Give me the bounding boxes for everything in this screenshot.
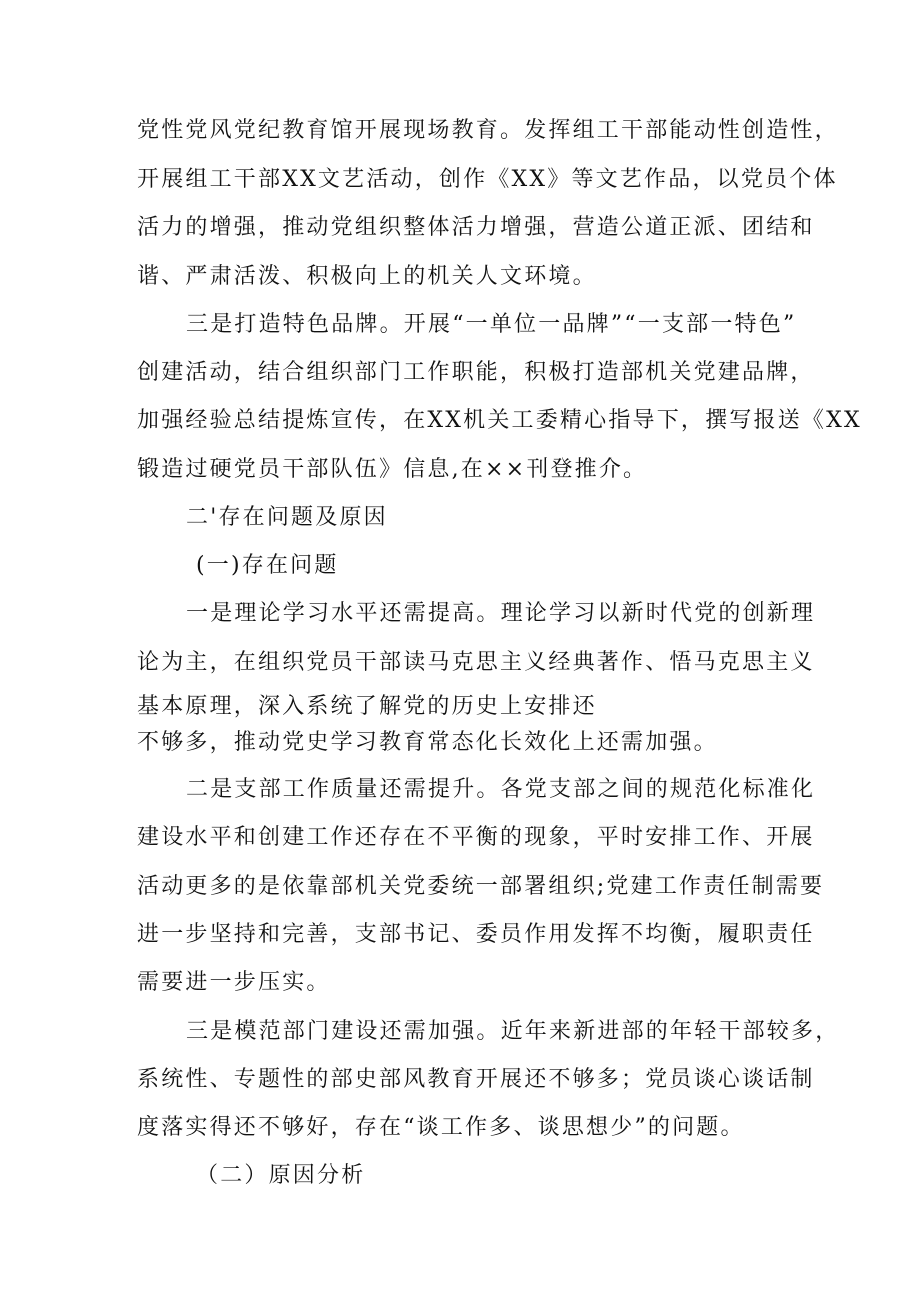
- text-line-18: 进一步坚持和完善，支部书记、委员作用发挥不均衡，履职责任: [137, 922, 815, 947]
- text-line-8: 锻造过硬党员干部队伍》信息,在××刊登推介。: [137, 457, 648, 482]
- text-line-20: 三是模范部门建设还需加强。近年来新进部的年轻干部较多，: [186, 1019, 840, 1044]
- text-line-3: 活力的增强，推动党组织整体活力增强，营造公道正派、团结和: [137, 215, 815, 240]
- section-heading-problems: 二'存在问题及原因: [186, 505, 388, 530]
- text-line-15: 二是支部工作质量还需提升。各党支部之间的规范化标准化: [186, 777, 816, 802]
- text-line-22: 度落实得还不够好，存在“谈工作多、谈思想少”的问题。: [137, 1115, 745, 1140]
- text-line-16: 建设水平和创建工作还存在不平衡的现象，平时安排工作、开展: [137, 825, 815, 850]
- text-line-2: 开展组工干部XX文艺活动，创作《XX》等文艺作品，以党员个体: [137, 167, 838, 192]
- text-line-17: 活动更多的是依靠部机关党委统一部署组织;党建工作责任制需要: [137, 874, 825, 899]
- subsection-heading-causes: （二）原因分析: [196, 1163, 366, 1188]
- text-line-4: 谐、严肃活泼、积极向上的机关人文环境。: [137, 264, 597, 289]
- text-line-13: 基本原理，深入系统了解党的历史上安排还: [137, 694, 597, 719]
- subsection-heading-problems: (一)存在问题: [196, 553, 339, 578]
- text-line-6: 创建活动，结合组织部门工作职能，积极打造部机关党建品牌，: [137, 360, 815, 385]
- text-line-1: 党性党风党纪教育馆开展现场教育。发挥组工干部能动性创造性，: [137, 118, 839, 143]
- text-line-19: 需要进一步压实。: [137, 970, 331, 995]
- text-line-5: 三是打造特色品牌。开展“一单位一品牌”“一支部一特色”: [186, 312, 797, 337]
- text-line-11: 一是理论学习水平还需提高。理论学习以新时代党的创新理: [186, 601, 816, 626]
- text-line-12: 论为主，在组织党员干部读马克思主义经典著作、悟马克思主义: [137, 650, 815, 675]
- text-line-7: 加强经验总结提炼宣传，在XX机关工委精心指导下，撰写报送《XX: [137, 408, 862, 433]
- text-line-21: 系统性、专题性的部史部风教育开展还不够多；党员谈心谈话制: [137, 1067, 815, 1092]
- text-line-14: 不够多，推动党史学习教育常态化长效化上还需加强。: [137, 730, 718, 755]
